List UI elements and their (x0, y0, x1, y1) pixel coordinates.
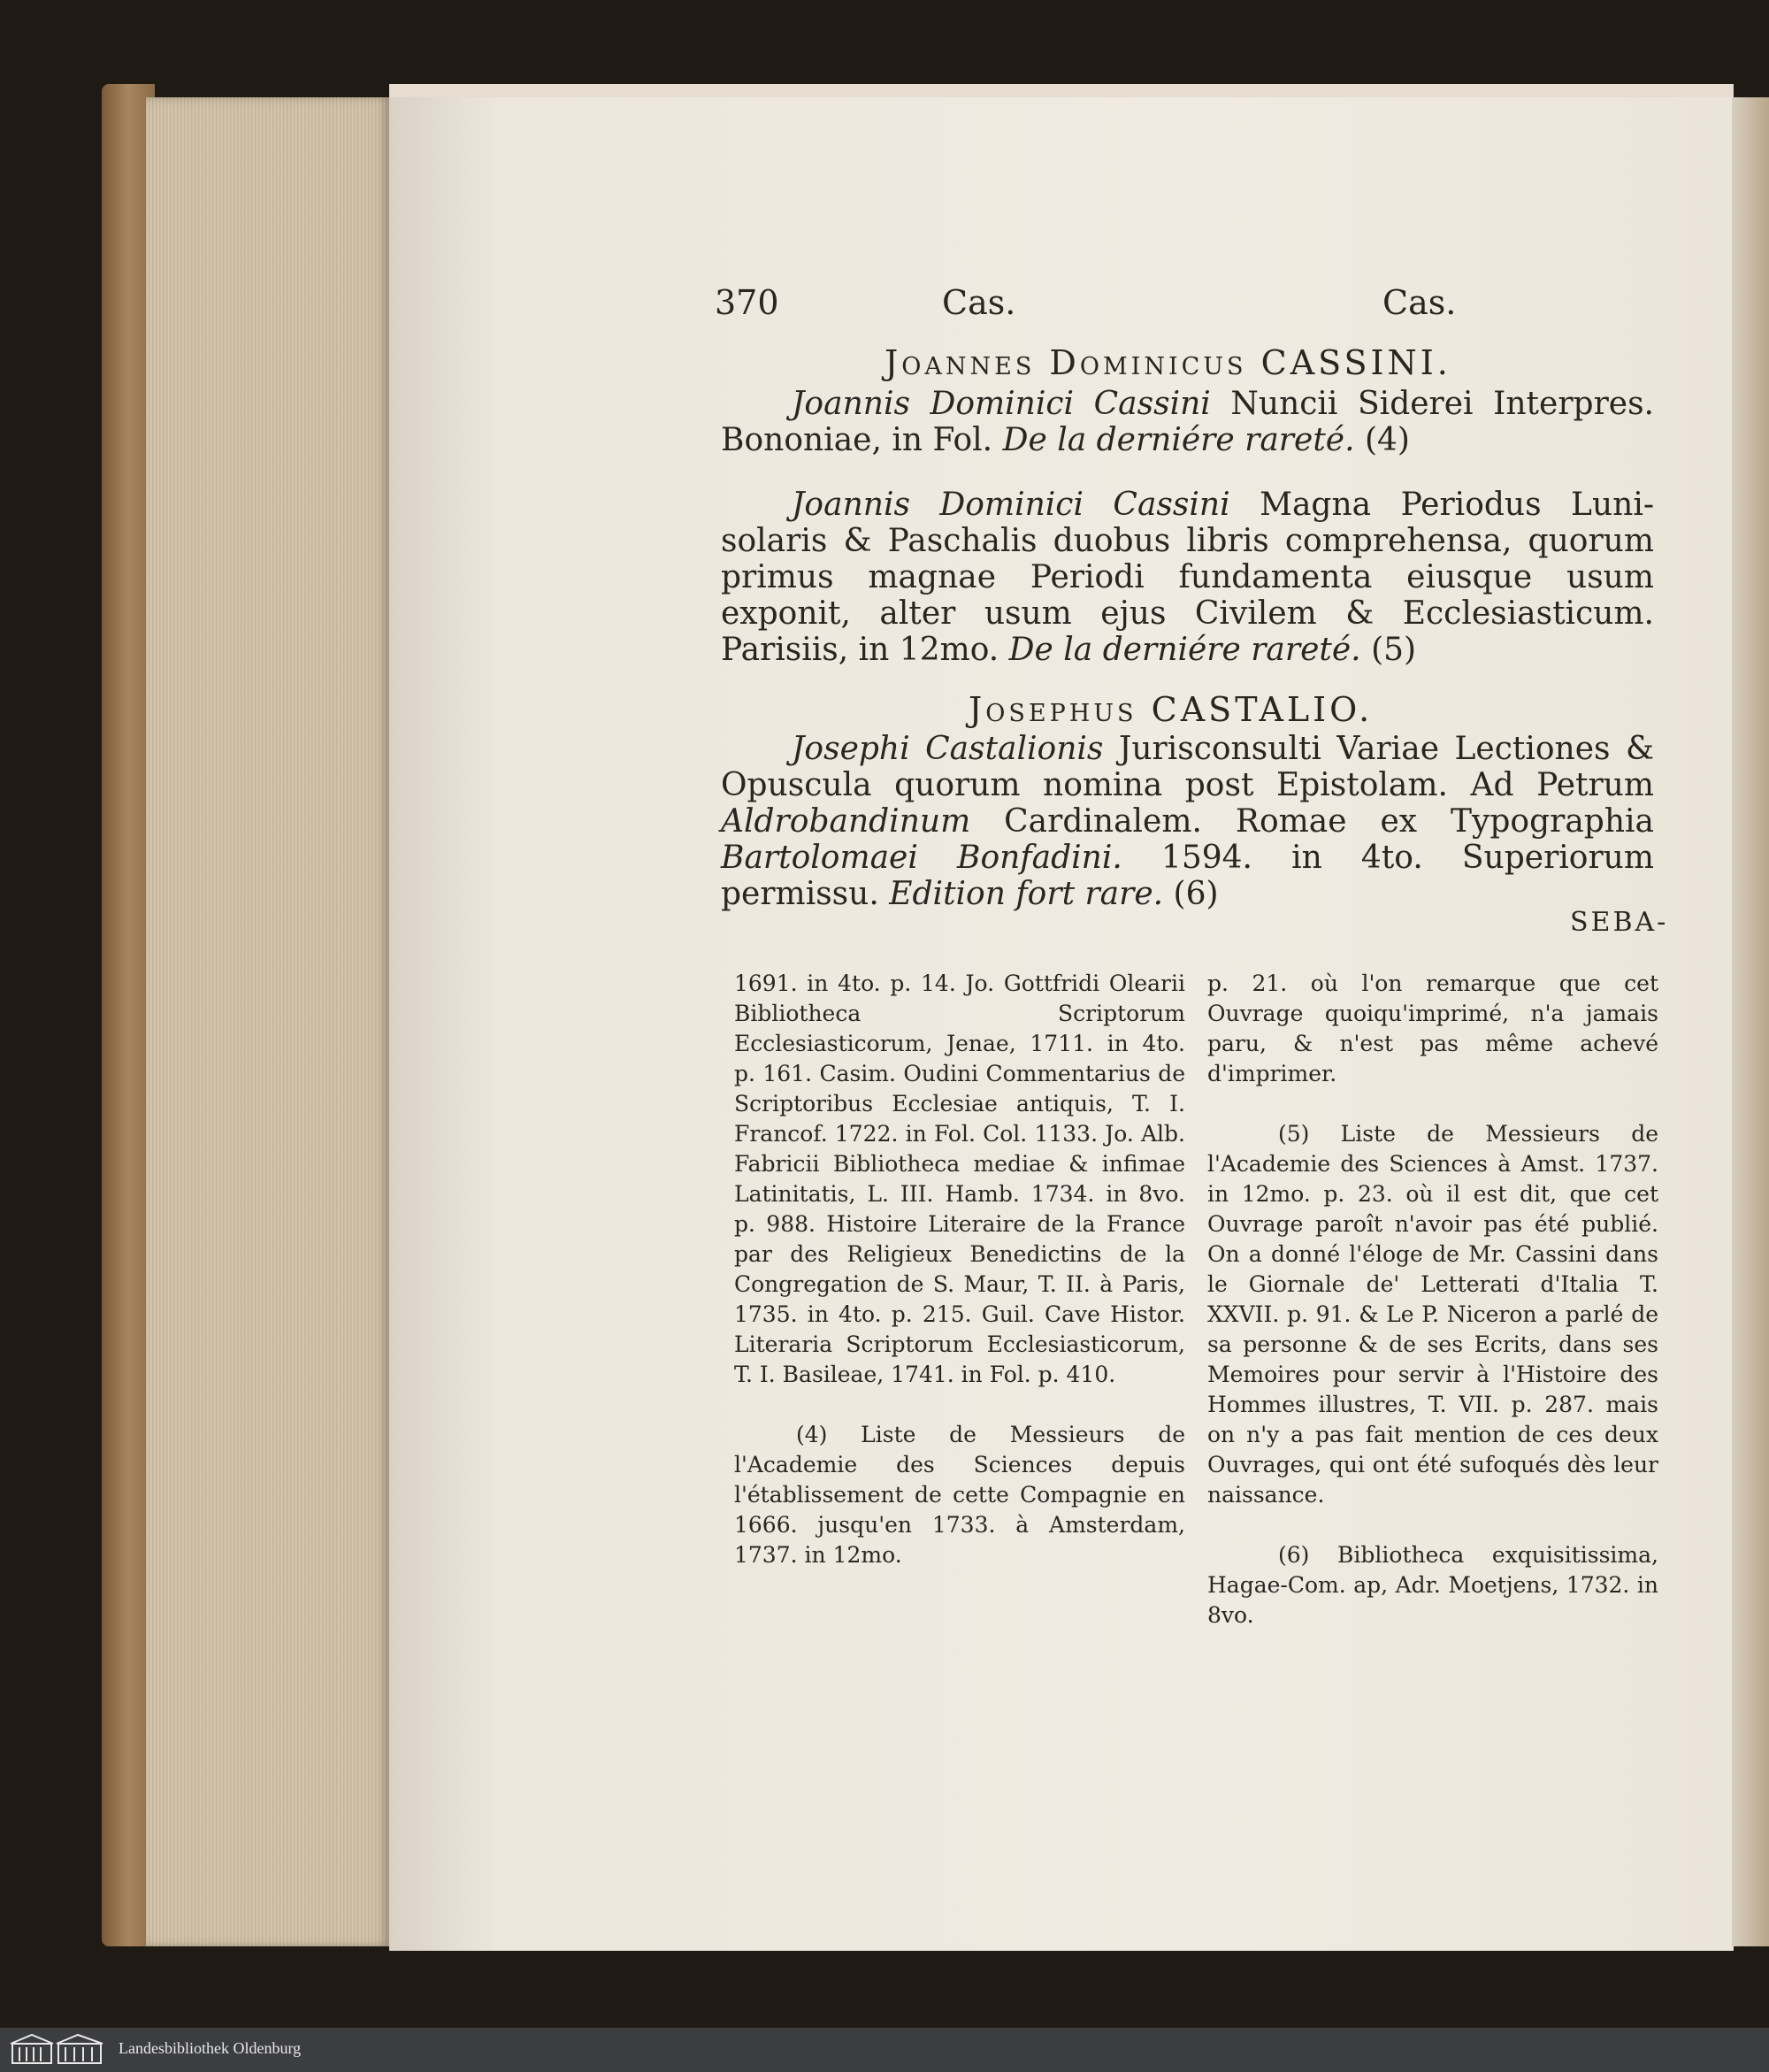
footnote-right-3: (6) Bibliotheca exquisitissima, Hagae-Com. ap, Adr. Moetjens, 1732. in 8vo. (1207, 1542, 1658, 1628)
footnote-left-2: (4) Liste de Messieurs de l'Academie des Sciences depuis l'établissement de cette Compagnie en 1666. jusqu'en 1733. à Amsterdam, 1737. in 12mo. (734, 1422, 1185, 1568)
cassini-entry-1-rarity: De la derniére rareté. (1002, 422, 1355, 458)
footnote-right-1: p. 21. où l'on remarque que cet Ouvrage quoiqu'imprimé, n'a jamais paru, & n'est pas même achevé d'imprimer. (1207, 971, 1658, 1086)
castalio-entry-rarity: Edition fort rare. (889, 876, 1164, 912)
catchword: SEBA- (1570, 907, 1669, 938)
page-number: 370 (715, 283, 779, 322)
cassini-entry-2 (721, 487, 1654, 668)
cassini-entry-1-title: Nuncii Siderei Interpres. Bononiae, in Fol. (721, 386, 1655, 458)
right-page-edge (1732, 97, 1769, 1946)
castalio-heading-surname: CASTALIO. (1151, 690, 1374, 729)
cassini-entry-2-note-ref: (5) (1360, 632, 1417, 668)
cassini-entry-1-author: Joannis Dominici Cassini (792, 386, 1211, 422)
footnotes-left-column (734, 969, 1185, 1600)
cassini-entry-2-author: Joannis Dominici Cassini (792, 487, 1230, 523)
cassini-entry-2-title: Magna Periodus Luni-solaris & Paschalis duobus libris comprehensa, quorum primus magnae Periodi fundamenta eiusque usum exponit, alter usum ejus Civilem & Ecclesiasticum. Parisiis, in 12mo. (721, 487, 1654, 668)
castalio-entry-author: Josephi Castalionis (792, 731, 1104, 767)
castalio-entry-imprint: 1594. in 4to. Superiorum permissu. (721, 840, 1654, 912)
castalio-heading-forename: Josephus (969, 690, 1137, 729)
running-head-left: Cas. (942, 283, 1016, 322)
cassini-entry-1 (721, 386, 1654, 458)
cassini-heading (884, 343, 1451, 382)
footnote-right-2: (5) Liste de Messieurs de l'Academie des Sciences à Amst. 1737. in 12mo. p. 23. où il est dit, que cet Ouvrage paroît n'avoir pas été publié. On a donné l'éloge de Mr. Cassini dans le Giornale de' Letterati d'Italia T. XXVII. p. 91. & Le P. Niceron a parlé de sa personne & de ses Ecrits, dans ses Memoires pour servir à l'Histoire des Hommes illustres, T. VII. p. 287. mais on n'y a pas fait mention de ces deux Ouvrages, qui ont été sufoqués dès leur naissance. (1207, 1121, 1658, 1508)
footnote-left-1: 1691. in 4to. p. 14. Jo. Gottfridi Olearii Bibliotheca Scriptorum Ecclesiasticorum, Jenae, 1711. in 4to. p. 161. Casim. Oudini Commentarius de Scriptoribus Ecclesiae antiquis, T. I. Francof. 1722. in Fol. Col. 1133. Jo. Alb. Fabricii Bibliotheca mediae & infimae Latinitatis, L. III. Hamb. 1734. in 8vo. p. 988. Histoire Literaire de la France par des Religieux Benedictins de la Congregation de S. Maur, T. II. à Paris, 1735. in 4to. p. 215. Guil. Cave Histor. Literaria Scriptorum Ecclesiasticorum, T. I. Basileae, 1741. in Fol. p. 410. (734, 971, 1185, 1387)
castalio-entry-title: Jurisconsulti Variae Lectiones & Opuscula quorum nomina post Epistolam. Ad Petrum (721, 731, 1655, 803)
page-edges (146, 97, 389, 1946)
running-head-right: Cas. (1382, 283, 1457, 322)
castalio-entry-printer: Bartolomaei Bonfadini. (721, 840, 1122, 876)
cassini-heading-surname: CASSINI. (1260, 343, 1451, 382)
castalio-heading (969, 690, 1373, 729)
cassini-entry-2-rarity: De la derniére rareté. (1008, 632, 1361, 668)
footer-bar (0, 2028, 1769, 2072)
castalio-entry (721, 731, 1654, 912)
cassini-entry-1-note-ref: (4) (1354, 422, 1410, 458)
footnotes-right-column (1207, 969, 1658, 1661)
castalio-entry-dedicatee: Aldrobandinum (721, 803, 971, 840)
castalio-entry-note-ref: (6) (1163, 876, 1219, 912)
library-building-icon (7, 2031, 106, 2067)
library-name: Landesbibliothek Oldenburg (119, 2039, 302, 2057)
cassini-heading-forename: Joannes Dominicus (884, 343, 1247, 382)
castalio-entry-place: Cardinalem. Romae ex Typographia (970, 803, 1654, 840)
